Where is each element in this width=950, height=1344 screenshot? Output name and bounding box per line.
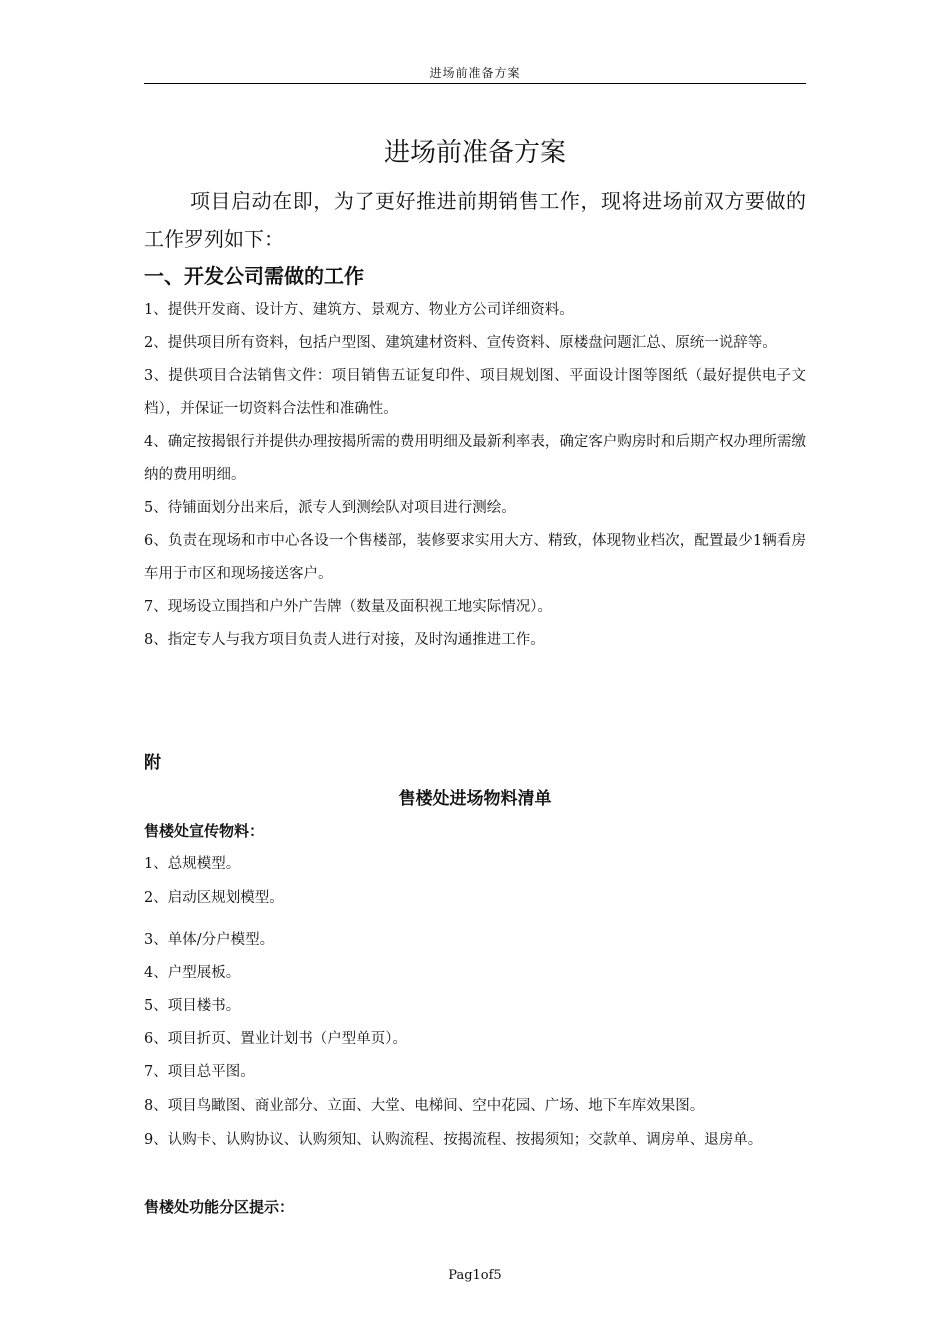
- list-item: 7、现场设立围挡和户外广告牌（数量及面积视工地实际情况）。: [144, 599, 552, 615]
- list-item: 7、项目总平图。: [144, 1064, 255, 1080]
- running-header: 进场前准备方案: [429, 66, 521, 80]
- list-item: 1、提供开发商、设计方、建筑方、景观方、物业方公司详细资料。: [144, 302, 574, 318]
- appendix-title: 售楼处进场物料清单: [398, 789, 552, 809]
- list-item: 3、单体/分户模型。: [144, 932, 275, 948]
- section-heading-developer-tasks: 一、开发公司需做的工作: [144, 264, 364, 288]
- list-item: 4、确定按揭银行并提供办理按揭所需的费用明细及最新利率表，确定客户购房时和后期产权办理所需缴纳的费用明细。: [144, 434, 806, 483]
- developer-task-list: [144, 294, 806, 657]
- intro-paragraph: 项目启动在即，为了更好推进前期销售工作，现将进场前双方要做的工作罗列如下：: [144, 189, 806, 251]
- page-number: Pag1of5: [448, 1268, 502, 1283]
- list-item: 3、提供项目合法销售文件：项目销售五证复印件、项目规划图、平面设计图等图纸（最好提供电子文档），并保证一切资料合法性和准确性。: [144, 368, 806, 417]
- document-title: 进场前准备方案: [383, 138, 566, 168]
- list-item: 1、总规模型。: [144, 856, 241, 872]
- zones-heading: 售楼处功能分区提示：: [144, 1198, 295, 1216]
- list-item: 5、待铺面划分出来后，派专人到测绘队对项目进行测绘。: [144, 500, 516, 516]
- list-item: 2、启动区规划模型。: [144, 890, 284, 906]
- list-item: 4、户型展板。: [144, 965, 241, 981]
- appendix-mark: 附: [144, 753, 161, 773]
- header-divider: [144, 83, 806, 84]
- list-item: 2、提供项目所有资料，包括户型图、建筑建材资料、宣传资料、原楼盘问题汇总、原统一说辞等。: [144, 335, 777, 351]
- list-item: 8、指定专人与我方项目负责人进行对接，及时沟通推进工作。: [144, 632, 545, 648]
- list-item: 6、项目折页、置业计划书（户型单页）。: [144, 1031, 407, 1047]
- materials-heading: 售楼处宣传物料：: [144, 822, 265, 840]
- list-item: 6、负责在现场和市中心各设一个售楼部，装修要求实用大方、精致，体现物业档次，配置最少1辆看房车用于市区和现场接送客户。: [144, 533, 806, 582]
- list-item: 9、认购卡、认购协议、认购须知、认购流程、按揭流程、按揭须知；交款单、调房单、退房单。: [144, 1132, 763, 1148]
- list-item: 8、项目鸟瞰图、商业部分、立面、大堂、电梯间、空中花园、广场、地下车库效果图。: [144, 1098, 705, 1114]
- list-item: 5、项目楼书。: [144, 998, 241, 1014]
